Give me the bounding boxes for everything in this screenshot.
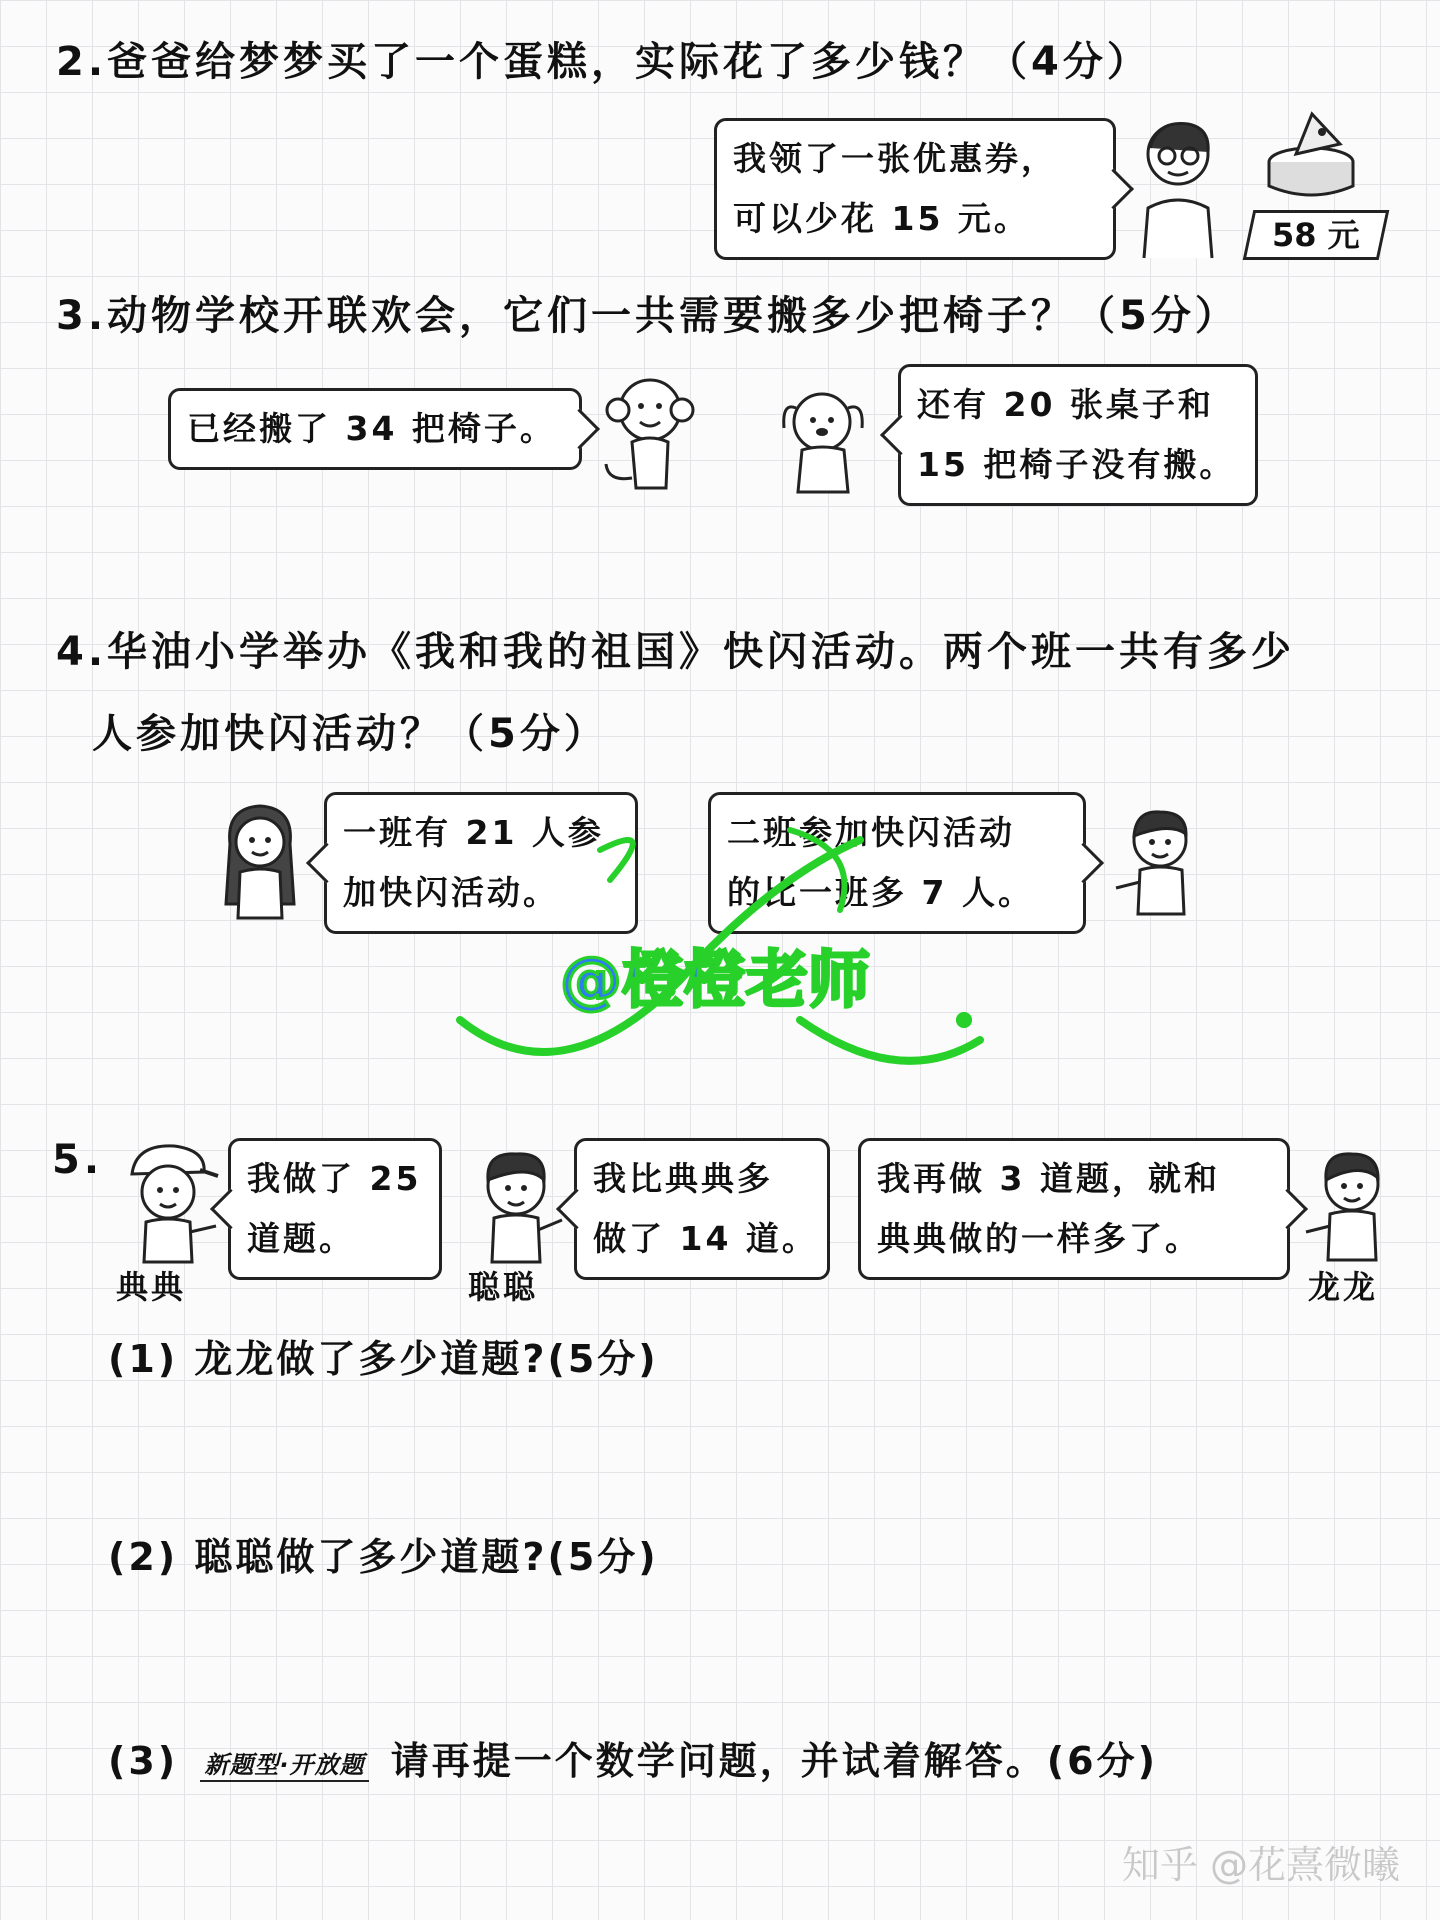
q5-bubble-cong xyxy=(574,1138,830,1280)
q5-bubble-long xyxy=(858,1138,1290,1280)
q5-bubble-dian xyxy=(228,1138,442,1280)
cong-figure xyxy=(464,1140,568,1264)
q5-sub3-prefix: (3) xyxy=(108,1739,179,1783)
cake-price-tag xyxy=(1243,210,1390,260)
q4-title-line1: 4.华油小学举办《我和我的祖国》快闪活动。两个班一共有多少 xyxy=(56,629,1296,675)
dian-name: 典典 xyxy=(116,1268,187,1306)
new-type-open-question-tag: 新题型·开放题 xyxy=(200,1745,368,1782)
q4-class1-line1: 一班有 21 人参 xyxy=(343,813,604,852)
q4-title-line2: 人参加快闪活动？（5分） xyxy=(92,711,608,757)
q5-sub3-text: 请再提一个数学问题，并试着解答。(6分) xyxy=(390,1739,1158,1783)
monkey-figure xyxy=(598,370,702,496)
q2-title: 2.爸爸给梦梦买了一个蛋糕，实际花了多少钱？（4分） xyxy=(56,39,1151,85)
q3-monkey-line: 已经搬了 34 把椅子。 xyxy=(187,409,556,448)
watermark-text: @橙橙老师 xyxy=(560,943,871,1016)
q3-dog-line1: 还有 20 张桌子和 xyxy=(917,385,1214,424)
q3-bubble-dog xyxy=(898,364,1258,506)
q5-long-line2: 典典做的一样多了。 xyxy=(877,1219,1201,1258)
girl-figure xyxy=(212,800,308,922)
dad-figure xyxy=(1128,112,1228,262)
q4-class1-line2: 加快闪活动。 xyxy=(343,873,559,912)
q5-dian-line2: 道题。 xyxy=(247,1219,355,1258)
q2-bubble-dad xyxy=(714,118,1116,260)
source-watermark: 知乎 @花熹微曦 xyxy=(1121,1843,1400,1887)
long-figure xyxy=(1300,1140,1400,1264)
q5-sub3 xyxy=(108,1730,1158,1785)
q5-long-line1: 我再做 3 道题，就和 xyxy=(877,1159,1220,1198)
boy-figure-q4 xyxy=(1110,800,1206,918)
dian-figure xyxy=(112,1140,222,1264)
q3-title: 3.动物学校开联欢会，它们一共需要搬多少把椅子？（5分） xyxy=(56,293,1239,339)
q5-dian-line1: 我做了 25 xyxy=(247,1159,422,1198)
long-name: 龙龙 xyxy=(1308,1268,1379,1306)
q3-dog-line2: 15 把椅子没有搬。 xyxy=(917,445,1236,484)
q5-sub1: (1) 龙龙做了多少道题?(5分) xyxy=(108,1337,659,1381)
q4-class2-line1: 二班参加快闪活动 xyxy=(727,813,1015,852)
cong-name: 聪聪 xyxy=(468,1268,539,1306)
dog-figure xyxy=(770,382,880,496)
cake-price-label: 58 元 xyxy=(1272,216,1360,254)
q5-number: 5. xyxy=(52,1137,104,1183)
cake-icon xyxy=(1256,100,1366,206)
q3-bubble-monkey xyxy=(168,388,582,470)
q2-bubble-line2: 可以少花 15 元。 xyxy=(733,199,1030,238)
q5-cong-line1: 我比典典多 xyxy=(593,1159,773,1198)
q2-bubble-line1: 我领了一张优惠券， xyxy=(733,139,1057,178)
q4-class2-line2: 的比一班多 7 人。 xyxy=(727,873,1034,912)
q5-sub2: (2) 聪聪做了多少道题?(5分) xyxy=(108,1535,659,1579)
q5-cong-line2: 做了 14 道。 xyxy=(593,1219,818,1258)
